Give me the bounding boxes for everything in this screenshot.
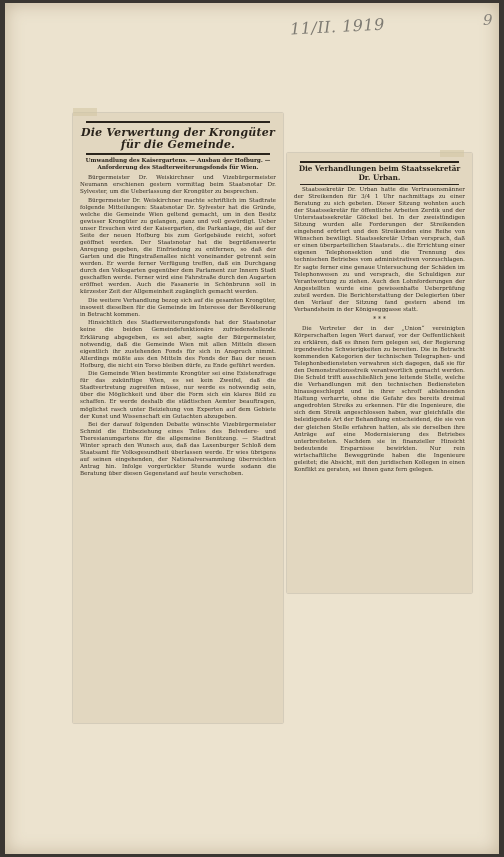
newspaper-clipping-urban [287,153,472,593]
article-paragraph: Bürgermeister Dr. Weiskirchner machte schriftlich im Stadtrate folgende Mitteilungen: Staatsnotar Dr. Sylvester hat die Gründe, welche die Gemeinde Wien geltend gemacht, um in den Besitz gewisser Krongüter zu gelangen, ganz und voll gewürdigt. Ueber unser Ersuchen wird der Kaisergarten, die Parkanlage, die auf der Seite der neuen Hofburg bis zum Gorlgebäude reicht, sofort geöffnet werden. Der Staatsnotar hat die begrüßenswerte Anregung gegeben, die Einfriedung zu entfernen, so daß der Garten und die Ringstraßenallee nicht voneinander getrennt sein werden. Er werde ferner Verfügung treffen, daß ein Durchgang durch den Volksgarten gegenüber dem Parlament zur Innern Stadt geschaffen werde. Ferner wird eine Fahrstraße durch den Augarten eröffnet werden. Auch die Fasanerie in Schönbrunn soll in kürzester Zeit der Allgemeinheit zugänglich gemacht werden. [80,197,276,296]
tape-strip [440,150,464,157]
clipping-headline: Die Verwertung der Krongüter für die Gemeinde. [81,126,275,151]
tape-strip [73,108,97,116]
article-paragraph: Die weitere Verhandlung bezog sich auf die gesamten Krongüter, insoweit dieselben für die Gemeinde im Interesse der Bevölkerung in Betracht kommen. [80,297,276,318]
newspaper-clipping-krongueter [73,113,283,723]
headline-rule-bottom [300,184,459,185]
article-paragraph: Hinsichtlich des Stadterweiterungsfonds hat der Staatsnotar keine die beiden Gemeindefunktionäre zufriedenstellende Erklärung abgegeben, es sei aber, sagte der Bürgermeister, notwendig, daß die Gemeinde Wien mit allen Mitteln diesen eigentlich ihr zustehenden Fonds für sich in Anspruch nimmt. Allerdings müßte aus den Mitteln des Fonds der Bau der neuen Hofburg, die nicht ein Torso bleiben dürfe, zu Ende geführt werden. [80,320,276,369]
handwritten-page-number: 9 [483,11,493,29]
headline-rule-top [86,121,270,123]
article-paragraph: Die Gemeinde Wien bestimmte Krongüter sei eine Existenzfrage für das zukünftige Wien, es sei kein Zweifel, daß die Stadtvertretung zugreifen müsse, nur werde es notwendig sein, über die Möglichkeit und über die Form sich ein klares Bild zu schaffen. Er werde deshalb die städtischen Aemter beauftragen, möglichst rasch unter Beiziehung von Experten auf dem Gebiete der Kunst und Wissenschaft ein Gutachten abzugeben. [80,371,276,420]
clipping-subhead: Umwandlung des Kaisergartens. — Ausbau der Hofburg. — Anforderung des Stadterweiterungsfonds für Wien. [85,158,271,171]
article-paragraph: Bürgermeister Dr. Weiskirchner und Vizebürgermeister Neumann erschienen gestern vormittag beim Staatsnotar Dr. Sylvester, um die Ueberlassung der Krongüter zu besprechen. [80,175,276,196]
article-paragraph: Bei der darauf folgenden Debatte wünschte Vizebürgermeister Schmid die Einbeziehung eines Teiles des Belvedere- und Theresianumgartens für die allgemeine Benützung. — Stadtrat Winter sprach den Wunsch aus, daß das Laxenburger Schloß dem Staatsamt für Volksgesundheit überlassen werde. Er wies übrigens auf seinen eingehenden, der Nationalversammlung überreichten Antrag hin. Infolge vorgerückter Stunde wurde sodann die Beratung über diesen Gegenstand auf heute verschoben. [80,422,276,478]
headline-rule-top [300,161,459,163]
headline-rule-bottom [86,153,270,155]
handwritten-date: 11/II. 1919 [289,14,386,39]
article-paragraph: Staatssekretär Dr. Urban hatte die Vertrauensmänner der Streikenden für 3/4 1 Uhr nachmittags zu einer Beratung zu sich gebeten. Dieser Sitzung wohnten auch der Staatssekretär für öffentliche Arbeiten Zerdik und der Unterstaatssekretär Glöckel bei. In der zweistündigen Sitzung wurden alle Forderungen der Streikenden eingehend erörtert und den Streikenden eine Reihe von Wünschen bewilligt. Staatssekretär Urban versprach, daß er einen überparteilichen Staatsrats... die Errichtung einer eigenen Telephonsektion und die Trennung des technischen Betriebes vom administrativen vorzuschlagen. Er sagte ferner eine genaue Untersuchung der Schäden im Telephonwesen zu und versprach, die Schuldigen zur Verantwortung zu ziehen. Auch den Lohnforderungen der Angestellten wurde eine gewissenhafte Ueberprüfung zuteil werden. Die Berichterstattung der Delegierten über den Verlauf der Sitzung fand gestern abend im Verbandsheim in der Königsegggasse statt. [294,187,465,313]
clipping-headline: Die Verhandlungen beim Staatssekretär Dr. Urban. [298,164,461,182]
article-paragraph: Die Vertreter der in der „Union“ vereinigten Körperschaften legen Wert darauf, vor der Oeffentlichkeit zu erklären, daß es ihnen fern gelegen sei, der Regierung irgendwelche Schwierigkeiten zu bereiten. Die in Betracht kommenden Kategorien der technischen Telegraphen- und Telephonbediensteten verwahren sich dagegen, daß sie für den Demonstrationsstreik verantwortlich gemacht werden. Die Schuld trifft ausschließlich jene leitende Stelle, welche die Verhandlungen mit den technischen Bediensteten hinausgeschleppt und in ihrer schroff ablehnenden Haltung verharrte, ohne die Gefahr des bereits dreimal angedrohten Streiks zu erkennen. Für die Ingenieure, die sich dem Streik angeschlossen haben, war gleichfalls die beleidigende Art der Behandlung entscheidend, die sie von der gleichen Stelle erfahren hatten, als sie derselben ihre Anträge auf eine Modernisierung des Betriebes unterbreiteten. Nachdem sie in finanzieller Hinsicht bedeutende Ersparnisse bewirkten. Nur rein wirtschaftliche Beweggründe haben die Ingenieure geleitet; die Absicht, mit den juridischen Kollegen in einen Konflikt zu geraten, sei ihnen ganz fern gelegen. [294,325,465,473]
section-separator: * * * [373,315,386,323]
